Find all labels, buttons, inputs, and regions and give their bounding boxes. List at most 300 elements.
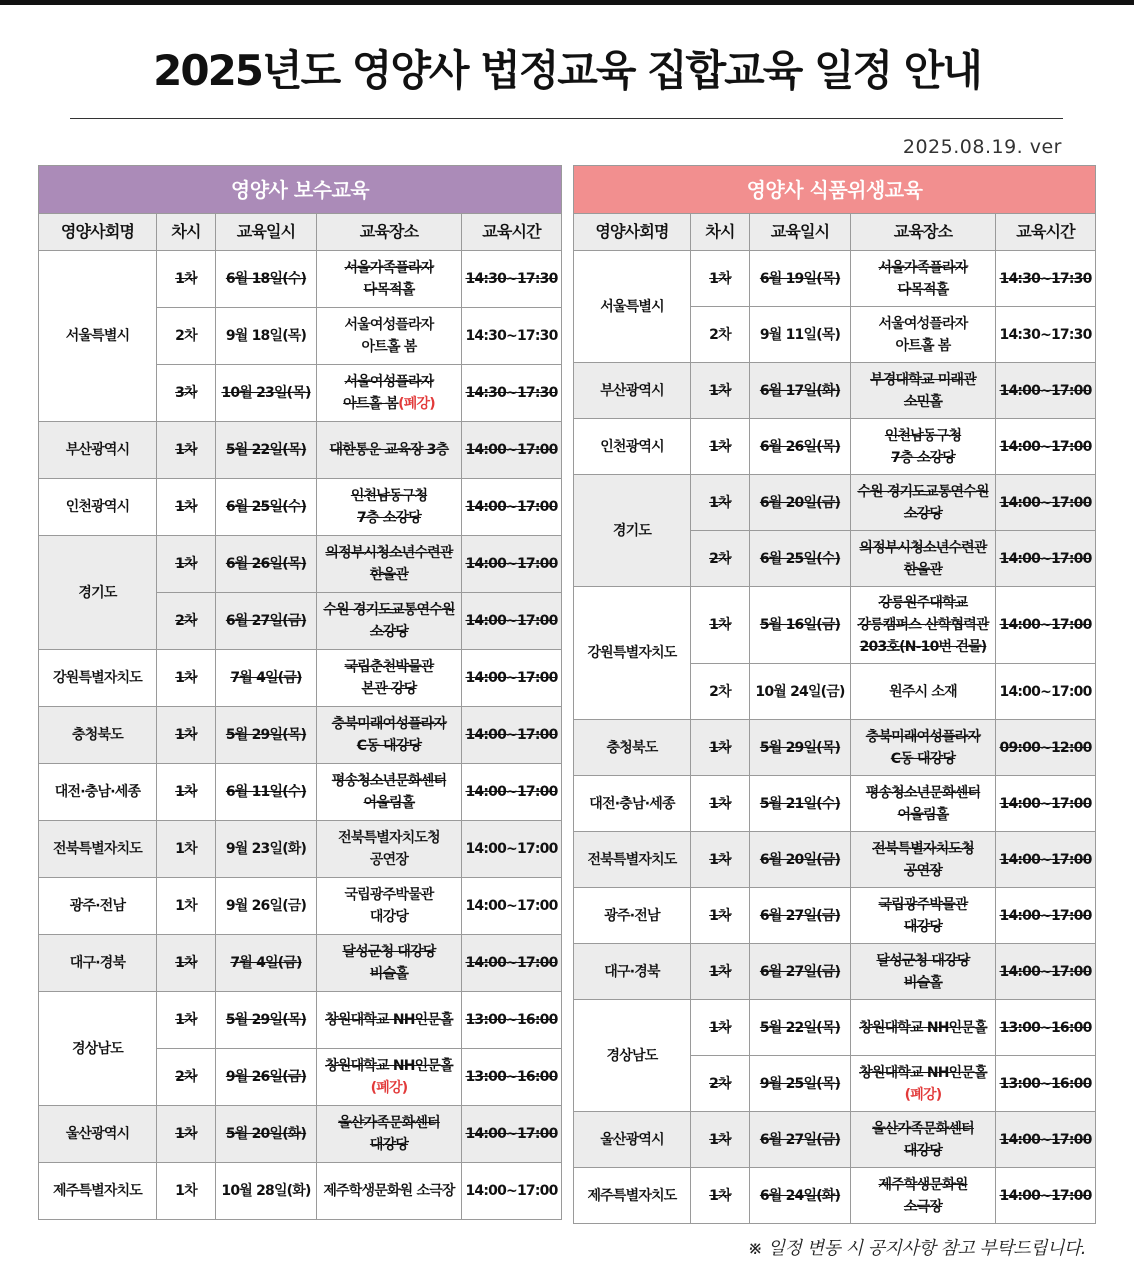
region-name: 울산광역시 bbox=[65, 1126, 130, 1142]
table-row bbox=[39, 479, 562, 536]
round-cell bbox=[157, 707, 216, 764]
time-cell bbox=[462, 878, 562, 935]
round-label: 1차 bbox=[175, 784, 197, 800]
venue-line: 창원대학교 NH인문홀 bbox=[859, 1019, 987, 1036]
venue-line: 전북특별자치도청 bbox=[338, 830, 440, 846]
col-header-date: 교육일시 bbox=[750, 214, 851, 251]
round-label: 2차 bbox=[709, 683, 731, 700]
venue-line: 국립춘천박물관 bbox=[344, 659, 434, 675]
time-cell bbox=[462, 365, 562, 422]
cancelled-badge: (폐강) bbox=[398, 396, 435, 412]
session-date: 6월 17일(화) bbox=[759, 382, 841, 399]
time-cell bbox=[462, 707, 562, 764]
venue-line: 의정부시청소년수련관 bbox=[325, 545, 453, 561]
round-cell bbox=[157, 821, 216, 878]
place-cell bbox=[317, 878, 462, 935]
place-cell bbox=[317, 422, 462, 479]
venue-line: 서울여성플라자 bbox=[344, 374, 434, 390]
venue-line: 울산가족문화센터 bbox=[338, 1115, 440, 1131]
date-cell bbox=[750, 251, 851, 307]
session-time: 14:30~17:30 bbox=[999, 270, 1092, 287]
round-label: 1차 bbox=[175, 556, 197, 572]
region-cell bbox=[39, 1163, 157, 1220]
table-row bbox=[574, 475, 1096, 531]
table-row bbox=[574, 587, 1096, 664]
session-time: 14:00~17:00 bbox=[999, 382, 1092, 399]
time-cell bbox=[462, 650, 562, 707]
venue-line: 7층 소강당 bbox=[891, 449, 955, 466]
session-time: 14:00~17:00 bbox=[465, 1126, 558, 1142]
table-row bbox=[39, 251, 562, 308]
region-cell bbox=[39, 992, 157, 1106]
region-name: 강원특별자치도 bbox=[587, 645, 677, 661]
region-name: 인천광역시 bbox=[600, 438, 664, 455]
date-cell bbox=[216, 1049, 317, 1106]
time-cell bbox=[996, 251, 1096, 307]
col-header-place: 교육장소 bbox=[851, 214, 996, 251]
time-cell bbox=[462, 251, 562, 308]
venue-line: 수원 경기도교통연수원 bbox=[857, 483, 989, 500]
session-time: 14:00~17:00 bbox=[465, 955, 558, 971]
time-cell bbox=[462, 593, 562, 650]
venue-line: 대강당 bbox=[369, 909, 409, 925]
round-label: 1차 bbox=[709, 739, 731, 756]
round-label: 1차 bbox=[175, 271, 197, 287]
session-time: 14:00~17:00 bbox=[465, 841, 558, 857]
time-cell bbox=[462, 479, 562, 536]
time-cell bbox=[462, 1163, 562, 1220]
round-cell bbox=[157, 536, 216, 593]
region-name: 경상남도 bbox=[606, 1047, 658, 1064]
venue-line: 제주학생문화원 bbox=[878, 1176, 968, 1193]
venue-line: 대한통운 교육장 3층 bbox=[329, 442, 449, 458]
venue-line: 평송청소년문화센터 bbox=[865, 784, 981, 801]
region-cell bbox=[39, 251, 157, 422]
round-cell bbox=[691, 1056, 750, 1112]
place-cell bbox=[851, 531, 996, 587]
session-date: 5월 22일(목) bbox=[759, 1019, 841, 1036]
session-time: 13:00~16:00 bbox=[999, 1075, 1092, 1092]
table-row bbox=[39, 707, 562, 764]
session-date: 5월 29일(목) bbox=[225, 727, 307, 743]
venue-line: 의정부시청소년수련관 bbox=[859, 539, 987, 556]
place-cell bbox=[851, 1112, 996, 1168]
round-cell bbox=[157, 764, 216, 821]
table-row bbox=[574, 419, 1096, 475]
date-cell bbox=[750, 720, 851, 776]
time-cell bbox=[996, 1000, 1096, 1056]
venue-line: 아트홀 봄 bbox=[895, 337, 951, 354]
place-cell bbox=[851, 475, 996, 531]
round-cell bbox=[691, 1000, 750, 1056]
table-row bbox=[39, 878, 562, 935]
time-cell bbox=[996, 664, 1096, 720]
venue-line: 창원대학교 NH인문홀 bbox=[325, 1012, 453, 1028]
venue-line: C동 대강당 bbox=[890, 750, 956, 767]
venue-line: 공연장 bbox=[369, 852, 409, 868]
round-label: 2차 bbox=[709, 326, 731, 343]
venue-line: C동 대강당 bbox=[356, 738, 422, 754]
venue-line: 비슬홀 bbox=[903, 974, 943, 991]
session-date: 6월 27일(금) bbox=[759, 1131, 841, 1148]
place-cell bbox=[317, 308, 462, 365]
region-name: 제주특별자치도 bbox=[587, 1187, 677, 1204]
time-cell bbox=[996, 888, 1096, 944]
date-cell bbox=[216, 1106, 317, 1163]
round-label: 1차 bbox=[175, 955, 197, 971]
place-cell bbox=[317, 992, 462, 1049]
session-date: 9월 26일(금) bbox=[225, 1069, 307, 1085]
round-cell bbox=[157, 593, 216, 650]
round-cell bbox=[157, 251, 216, 308]
region-name: 대구·경북 bbox=[69, 955, 126, 971]
region-cell bbox=[574, 1112, 691, 1168]
region-cell bbox=[574, 251, 691, 363]
time-cell bbox=[462, 308, 562, 365]
venue-line: 다목적홀 bbox=[897, 281, 949, 298]
time-cell bbox=[996, 587, 1096, 664]
round-label: 1차 bbox=[175, 670, 197, 686]
date-cell bbox=[216, 650, 317, 707]
session-date: 7월 4일(금) bbox=[230, 670, 302, 686]
date-cell bbox=[750, 1168, 851, 1224]
table-row bbox=[39, 935, 562, 992]
round-cell bbox=[157, 365, 216, 422]
venue-line: 공연장 bbox=[903, 862, 943, 879]
region-name: 충청북도 bbox=[606, 739, 658, 756]
round-label: 1차 bbox=[175, 1126, 197, 1142]
date-cell bbox=[750, 531, 851, 587]
time-cell bbox=[996, 419, 1096, 475]
place-cell bbox=[851, 419, 996, 475]
venue-line: 서울여성플라자 bbox=[344, 317, 434, 333]
place-cell bbox=[851, 363, 996, 419]
place-cell bbox=[851, 944, 996, 1000]
venue-line: 어울림홀 bbox=[363, 795, 415, 811]
time-cell bbox=[462, 422, 562, 479]
place-cell bbox=[851, 832, 996, 888]
col-header-round: 차시 bbox=[157, 214, 216, 251]
place-cell bbox=[851, 888, 996, 944]
time-cell bbox=[462, 1049, 562, 1106]
round-label: 1차 bbox=[709, 851, 731, 868]
session-date: 6월 20일(금) bbox=[759, 851, 841, 868]
round-label: 1차 bbox=[709, 1187, 731, 1204]
venue-line: 대강당 bbox=[903, 1142, 943, 1159]
round-label: 3차 bbox=[175, 385, 197, 401]
region-name: 울산광역시 bbox=[600, 1131, 664, 1148]
round-label: 2차 bbox=[175, 613, 197, 629]
date-cell bbox=[750, 888, 851, 944]
session-time: 14:00~17:00 bbox=[999, 617, 1092, 633]
date-cell bbox=[216, 536, 317, 593]
round-label: 1차 bbox=[709, 795, 731, 812]
table-row bbox=[574, 720, 1096, 776]
place-cell bbox=[317, 1163, 462, 1220]
region-cell bbox=[574, 944, 691, 1000]
round-cell bbox=[157, 1049, 216, 1106]
time-cell bbox=[462, 992, 562, 1049]
time-cell bbox=[996, 307, 1096, 363]
session-date: 6월 26일(목) bbox=[225, 556, 307, 572]
table-row bbox=[574, 363, 1096, 419]
col-header-round: 차시 bbox=[691, 214, 750, 251]
session-date: 6월 25일(수) bbox=[225, 499, 307, 515]
session-date: 5월 29일(목) bbox=[225, 1012, 307, 1028]
round-cell bbox=[157, 878, 216, 935]
session-time: 14:00~17:00 bbox=[465, 613, 558, 629]
venue-line: 창원대학교 NH인문홀 bbox=[325, 1058, 453, 1074]
place-cell bbox=[317, 707, 462, 764]
session-date: 9월 26일(금) bbox=[225, 898, 307, 914]
region-cell bbox=[39, 764, 157, 821]
venue-line: 다목적홀 bbox=[363, 282, 415, 298]
time-cell bbox=[996, 531, 1096, 587]
session-time: 14:00~17:00 bbox=[999, 683, 1092, 700]
place-cell bbox=[851, 664, 996, 720]
round-cell bbox=[157, 650, 216, 707]
session-time: 14:30~17:30 bbox=[999, 326, 1092, 343]
round-cell bbox=[691, 475, 750, 531]
session-time: 14:00~17:00 bbox=[999, 851, 1092, 868]
region-name: 경상남도 bbox=[72, 1040, 123, 1057]
table-row bbox=[574, 1112, 1096, 1168]
session-time: 14:00~17:00 bbox=[465, 898, 558, 914]
session-time: 14:00~17:00 bbox=[999, 494, 1092, 511]
session-time: 14:30~17:30 bbox=[465, 385, 558, 401]
round-cell bbox=[157, 422, 216, 479]
venue-line: 수원 경기도교통연수원 bbox=[323, 602, 455, 618]
round-label: 1차 bbox=[175, 1012, 197, 1028]
venue-line: 달성군청 대강당 bbox=[342, 944, 436, 960]
round-label: 1차 bbox=[709, 382, 731, 399]
region-name: 충청북도 bbox=[72, 727, 123, 743]
session-date: 9월 11일(목) bbox=[759, 326, 841, 343]
region-cell bbox=[39, 821, 157, 878]
venue-line: 소극장 bbox=[903, 1198, 943, 1215]
date-cell bbox=[216, 821, 317, 878]
round-cell bbox=[157, 992, 216, 1049]
venue-line: 원주시 소재 bbox=[889, 683, 957, 700]
col-header-time: 교육시간 bbox=[462, 214, 562, 251]
round-cell bbox=[691, 307, 750, 363]
session-time: 14:30~17:30 bbox=[465, 328, 558, 344]
region-name: 경기도 bbox=[612, 522, 652, 539]
region-name: 대전·충남·세종 bbox=[589, 795, 675, 812]
food-hygiene-education-table bbox=[573, 165, 1096, 1224]
place-cell bbox=[851, 1056, 996, 1112]
table-heading: 영양사 보수교육 bbox=[39, 166, 562, 214]
date-cell bbox=[750, 1056, 851, 1112]
round-cell bbox=[691, 363, 750, 419]
round-label: 1차 bbox=[709, 907, 731, 924]
session-time: 14:00~17:00 bbox=[999, 1131, 1092, 1148]
region-cell bbox=[39, 707, 157, 764]
place-cell bbox=[851, 776, 996, 832]
time-cell bbox=[462, 1106, 562, 1163]
region-cell bbox=[39, 422, 157, 479]
round-label: 1차 bbox=[175, 841, 197, 857]
time-cell bbox=[996, 363, 1096, 419]
round-cell bbox=[691, 251, 750, 307]
round-cell bbox=[691, 419, 750, 475]
venue-line: 전북특별자치도청 bbox=[872, 840, 974, 857]
region-name: 인천광역시 bbox=[65, 499, 130, 515]
place-cell bbox=[851, 251, 996, 307]
venue-line: 소강당 bbox=[903, 505, 943, 522]
venue-line: 국립광주박물관 bbox=[878, 896, 968, 913]
session-date: 6월 18일(수) bbox=[225, 271, 307, 287]
col-header-association: 영양사회명 bbox=[39, 214, 157, 251]
venue-line: 강릉원주대학교 bbox=[878, 595, 968, 611]
round-cell bbox=[691, 832, 750, 888]
venue-line: 203호(N-10번 건물) bbox=[859, 639, 987, 655]
round-label: 1차 bbox=[175, 1183, 197, 1199]
date-cell bbox=[750, 475, 851, 531]
round-label: 2차 bbox=[175, 328, 197, 344]
date-cell bbox=[216, 365, 317, 422]
table-row bbox=[39, 764, 562, 821]
session-time: 14:00~17:00 bbox=[465, 442, 558, 458]
region-name: 경기도 bbox=[78, 584, 117, 601]
place-cell bbox=[317, 536, 462, 593]
date-cell bbox=[216, 1163, 317, 1220]
venue-line: 제주학생문화원 소극장 bbox=[323, 1183, 455, 1199]
place-cell bbox=[317, 479, 462, 536]
region-name: 부산광역시 bbox=[65, 442, 130, 458]
time-cell bbox=[462, 536, 562, 593]
time-cell bbox=[996, 944, 1096, 1000]
region-cell bbox=[574, 475, 691, 587]
date-cell bbox=[216, 422, 317, 479]
round-cell bbox=[691, 664, 750, 720]
session-time: 14:00~17:00 bbox=[999, 438, 1092, 455]
session-time: 14:00~17:00 bbox=[999, 550, 1092, 567]
round-label: 2차 bbox=[709, 1075, 731, 1092]
region-cell bbox=[574, 776, 691, 832]
time-cell bbox=[462, 821, 562, 878]
place-cell bbox=[317, 1106, 462, 1163]
session-date: 6월 24일(화) bbox=[759, 1187, 841, 1204]
venue-line: 인천남동구청 bbox=[350, 488, 428, 504]
place-cell bbox=[317, 935, 462, 992]
date-cell bbox=[216, 992, 317, 1049]
session-date: 9월 23일(화) bbox=[225, 841, 307, 857]
round-label: 1차 bbox=[175, 499, 197, 515]
session-time: 14:00~17:00 bbox=[999, 963, 1092, 980]
table-heading: 영양사 식품위생교육 bbox=[574, 166, 1096, 214]
venue-line: 서울가족플라자 bbox=[878, 259, 968, 276]
session-time: 13:00~16:00 bbox=[465, 1069, 558, 1085]
round-label: 1차 bbox=[709, 617, 731, 633]
date-cell bbox=[216, 764, 317, 821]
col-header-association: 영양사회명 bbox=[574, 214, 691, 251]
place-cell bbox=[317, 650, 462, 707]
session-time: 14:00~17:00 bbox=[465, 727, 558, 743]
region-cell bbox=[39, 650, 157, 707]
session-date: 9월 25일(목) bbox=[759, 1075, 841, 1092]
round-label: 1차 bbox=[709, 438, 731, 455]
date-cell bbox=[750, 307, 851, 363]
session-time: 14:00~17:00 bbox=[999, 1187, 1092, 1204]
region-name: 서울특별시 bbox=[65, 328, 130, 344]
time-cell bbox=[996, 832, 1096, 888]
region-cell bbox=[574, 1168, 691, 1224]
session-date: 10월 24일(금) bbox=[755, 683, 845, 700]
session-date: 10월 28일(화) bbox=[221, 1183, 311, 1199]
venue-line: 창원대학교 NH인문홀 bbox=[859, 1064, 987, 1081]
region-name: 광주·전남 bbox=[69, 898, 126, 914]
round-label: 1차 bbox=[709, 494, 731, 511]
date-cell bbox=[216, 593, 317, 650]
region-name: 강원특별자치도 bbox=[52, 670, 143, 686]
date-cell bbox=[750, 363, 851, 419]
round-label: 1차 bbox=[175, 898, 197, 914]
time-cell bbox=[996, 1056, 1096, 1112]
session-date: 6월 27일(금) bbox=[759, 907, 841, 924]
session-time: 13:00~16:00 bbox=[999, 1019, 1092, 1036]
table-row bbox=[574, 832, 1096, 888]
venue-line: 서울가족플라자 bbox=[344, 260, 434, 276]
venue-line: 국립광주박물관 bbox=[344, 887, 434, 903]
table-row bbox=[574, 888, 1096, 944]
venue-line: 서울여성플라자 bbox=[878, 315, 968, 332]
round-cell bbox=[691, 1168, 750, 1224]
region-name: 대구·경북 bbox=[604, 963, 660, 980]
round-label: 1차 bbox=[175, 442, 197, 458]
venue-line: 소강당 bbox=[369, 624, 409, 640]
region-cell bbox=[574, 832, 691, 888]
venue-line: 한울관 bbox=[903, 561, 943, 578]
round-cell bbox=[157, 479, 216, 536]
venue-line: 부경대학교 미래관 bbox=[870, 371, 976, 388]
table-row bbox=[39, 650, 562, 707]
date-cell bbox=[750, 832, 851, 888]
venue-line: 한울관 bbox=[369, 567, 409, 583]
table-row bbox=[39, 1163, 562, 1220]
session-date: 6월 20일(금) bbox=[759, 494, 841, 511]
time-cell bbox=[996, 1112, 1096, 1168]
round-label: 2차 bbox=[709, 550, 731, 567]
region-name: 부산광역시 bbox=[600, 382, 664, 399]
session-time: 14:00~17:00 bbox=[999, 907, 1092, 924]
time-cell bbox=[996, 776, 1096, 832]
table-row bbox=[574, 1168, 1096, 1224]
region-cell bbox=[39, 479, 157, 536]
date-cell bbox=[750, 664, 851, 720]
venue-line: 어울림홀 bbox=[897, 806, 949, 823]
venue-line: 대강당 bbox=[903, 918, 943, 935]
place-cell bbox=[851, 587, 996, 664]
session-time: 14:00~17:00 bbox=[465, 670, 558, 686]
region-name: 전북특별자치도 bbox=[587, 851, 677, 868]
region-cell bbox=[574, 587, 691, 720]
col-header-date: 교육일시 bbox=[216, 214, 317, 251]
version-label: 2025.08.19. ver bbox=[902, 136, 1062, 158]
round-label: 1차 bbox=[709, 1131, 731, 1148]
venue-line: 아트홀 봄 bbox=[361, 339, 417, 355]
round-label: 1차 bbox=[709, 963, 731, 980]
venue-line: 강릉캠퍼스 산학협력관 bbox=[857, 617, 989, 633]
place-cell bbox=[851, 307, 996, 363]
top-border bbox=[0, 0, 1134, 5]
session-time: 09:00~12:00 bbox=[999, 739, 1092, 756]
round-cell bbox=[157, 308, 216, 365]
date-cell bbox=[750, 1112, 851, 1168]
venue-line: 인천남동구청 bbox=[884, 427, 962, 444]
session-date: 5월 29일(목) bbox=[759, 739, 841, 756]
region-cell bbox=[39, 935, 157, 992]
